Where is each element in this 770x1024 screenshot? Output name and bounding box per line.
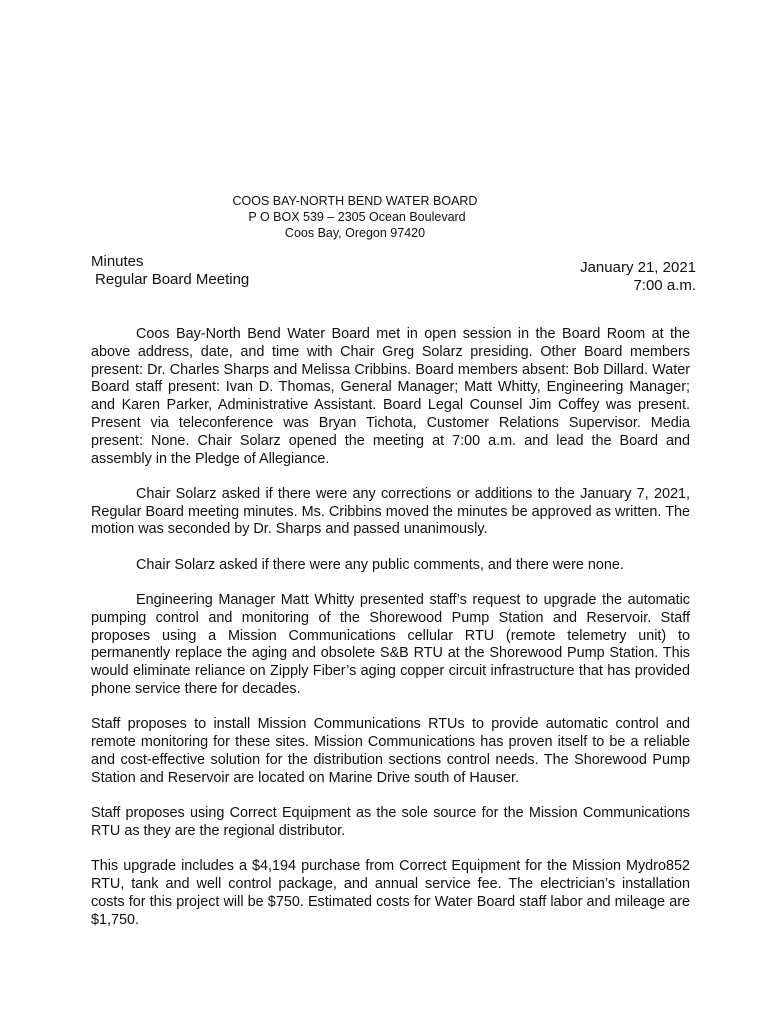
paragraph-costs: This upgrade includes a $4,194 purchase from Correct Equipment for the Mission Mydro852 RTU, tank and well control package, and annual service fee. The electrician’s installation costs for this project will be $750. Estimated costs for Water Board staff labor and mileage are $1,750. <box>91 858 690 928</box>
paragraph-rtu-request: Engineering Manager Matt Whitty presented staff’s request to upgrade the automatic pumping control and monitoring of the Shorewood Pump Station and Reservoir. Staff proposes using a Mission Communications cellular RTU (remote telemetry unit) to permanently replace the aging and obsolete S&B RTU at the Shorewood Pump Station. This would eliminate reliance on Zipply Fiber’s aging copper circuit infrastructure that has provided phone service there for decades. <box>91 592 690 698</box>
meeting-heading <box>91 253 249 289</box>
mailing-address: P O BOX 539 – 2305 Ocean Boulevard <box>248 210 466 224</box>
paragraph-attendance: Coos Bay-North Bend Water Board met in open session in the Board Room at the above address, date, and time with Chair Greg Solarz presiding. Other Board members present: Dr. Charles Sharps and Melissa Cribbins. Board members absent: Bob Dillard. Water Board staff present: Ivan D. Thomas, General Manager; Matt Whitty, Engineering Manager; and Karen Parker, Administrative Assistant. Board Legal Counsel Jim Coffey was present. Present via teleconference was Bryan Tichota, Customer Relations Supervisor. Media present: None. Chair Solarz opened the meeting at 7:00 a.m. and lead the Board and assembly in the Pledge of Allegiance. <box>91 326 690 467</box>
paragraph-rtu-proposal: Staff proposes to install Mission Communications RTUs to provide automatic control and remote monitoring for these sites. Mission Communications has proven itself to be a reliable and cost-effective solution for the distribution sections control needs. The Shorewood Pump Station and Reservoir are located on Marine Drive south of Hauser. <box>91 716 690 786</box>
organization-name: COOS BAY-NORTH BEND WATER BOARD <box>232 194 478 208</box>
letterhead <box>0 193 710 241</box>
meeting-datetime <box>580 259 696 295</box>
paragraph-minutes-approval: Chair Solarz asked if there were any corrections or additions to the January 7, 2021, Regular Board meeting minutes. Ms. Cribbins moved the minutes be approved as written. The motion was seconded by Dr. Sharps and passed unanimously. <box>91 485 690 538</box>
city-state-zip: Coos Bay, Oregon 97420 <box>284 226 426 240</box>
minutes-label: Minutes <box>91 253 144 270</box>
minutes-body <box>91 326 690 947</box>
meeting-time: 7:00 a.m. <box>633 277 696 294</box>
paragraph-public-comments: Chair Solarz asked if there were any public comments, and there were none. <box>136 556 624 573</box>
meeting-date: January 21, 2021 <box>580 259 696 276</box>
paragraph-sole-source: Staff proposes using Correct Equipment as the sole source for the Mission Communications RTU as they are the regional distributor. <box>91 805 690 839</box>
meeting-type: Regular Board Meeting <box>95 271 250 288</box>
